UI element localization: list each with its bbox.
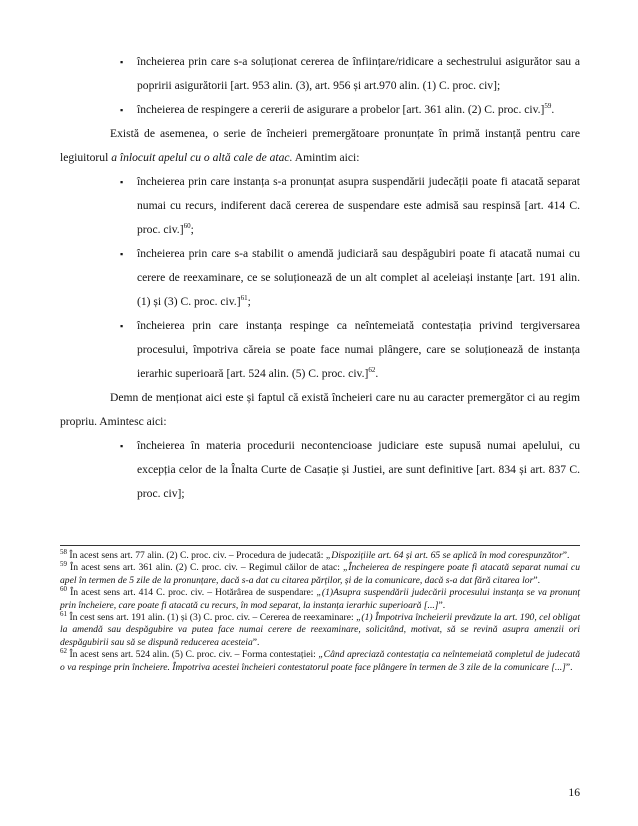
paragraph bbox=[60, 122, 580, 170]
list-item-end: . bbox=[375, 367, 379, 380]
list-item-text: încheierea de respingere a cererii de asigurare a probelor [art. 361 alin. (2) C. proc. civ.] bbox=[137, 103, 545, 116]
square-bullet-icon: ▪ bbox=[120, 321, 124, 331]
square-bullet-icon: ▪ bbox=[120, 177, 124, 187]
footnote-tail: ”. bbox=[438, 599, 446, 611]
footnote-quote: „(1)Asupra suspendării judecării procesului instanța se va pronunț prin încheiere, care poate fi atacată cu recurs, în mod separat, la instanța ierarhic superioară [...] bbox=[60, 587, 581, 611]
footnote-number: 60 bbox=[60, 585, 67, 594]
footnote-text: În acest sens art. 77 alin. (2) C. proc. civ. – Procedura de judecată: bbox=[67, 550, 326, 561]
footnotes bbox=[60, 547, 581, 674]
footnote-tail: ”. bbox=[562, 550, 570, 561]
footnote-text: În acest sens art. 524 alin. (5) C. proc. civ. – Forma contestației: bbox=[67, 649, 319, 661]
list-item bbox=[60, 434, 580, 506]
footnote-number: 58 bbox=[60, 547, 67, 556]
footnote-ref[interactable]: 61 bbox=[240, 294, 248, 303]
paragraph-italic: a înlocuit apelul cu o altă cale de atac. bbox=[111, 151, 293, 164]
list-item bbox=[60, 50, 580, 98]
footnote-text: În acest sens art. 414 C. proc. civ. – Hotărârea de suspendare: bbox=[67, 587, 317, 599]
square-bullet-icon: ▪ bbox=[120, 441, 124, 451]
footnote-quote: „Încheierea de respingere poate fi atacată separat numai cu apel în termen de 5 zile de la pronunțare, dacă s-a dat cu citarea părților, și de la comunicare, dacă s-a dat fără citarea lor bbox=[60, 562, 580, 586]
page-number: 16 bbox=[568, 786, 580, 799]
footnote-quote: „(1) Împotriva încheierii prevăzute la art. 190, cel obligat la amendă sau despăgubire va putea face numai cerere de reexaminare, solicitând, motivat, să se revină asupra amenzii ori despăgubirii sau să se dispună reducerea acesteia bbox=[60, 612, 580, 648]
paragraph: Demn de menționat aici este și faptul că există încheieri care nu au caracter premergător ci au regim propriu. Amintesc aici: bbox=[60, 391, 580, 428]
list-item-text: încheierea prin care s-a stabilit o amendă judiciară sau despăgubiri poate fi atacată numai cu cerere de reexaminare, ce se soluționează de un alt complet al aceleiași instanțe [art. 191 alin. (1) și (3) C. proc. civ.] bbox=[137, 247, 580, 308]
footnote-separator bbox=[60, 545, 580, 546]
list-item-text: încheierea prin care s-a soluționat cererea de înființare/ridicare a sechestrului asigurător sau a popririi asigurătorii [art. 953 alin. (3), art. 956 și art.970 alin. (1) C. proc. civ]; bbox=[137, 55, 580, 92]
list-item bbox=[60, 314, 580, 386]
footnote-text: În acest sens art. 361 alin. (2) C. proc. civ. – Regimul căilor de atac: bbox=[67, 562, 343, 574]
list-item bbox=[60, 170, 580, 242]
list-item bbox=[60, 242, 580, 314]
list-item bbox=[60, 98, 580, 122]
list-item-end: ; bbox=[247, 295, 251, 308]
footnote-tail: ”. bbox=[565, 661, 573, 673]
body-text bbox=[60, 50, 580, 506]
list-item-text: încheierea în materia procedurii necontencioase judiciare este supusă numai apelului, cu excepția celor de la Înalta Curte de Casație și Justiei, are sunt definitive [art. 834 și art. 837 C. proc. civ]; bbox=[137, 439, 580, 500]
list-item-end: ; bbox=[190, 223, 194, 236]
footnote-tail: ”. bbox=[252, 636, 260, 648]
list-item-text: încheierea prin care instanța respinge ca neîntemeiată contestația privind tergiversarea procesului, împotriva căreia se poate face numai plângere, care se soluționează de instanța ierarhic superioară [art. 524 alin. (5) C. proc. civ.] bbox=[137, 319, 580, 380]
footnote bbox=[60, 562, 580, 587]
footnote-quote: „Când apreciază contestația ca neîntemeiată completul de judecată o va respinge prin încheiere. Împotriva acestei încheieri contestatorul poate face plângere în termen de 3 zile de la comunicare [...] bbox=[60, 649, 580, 673]
footnote-number: 59 bbox=[60, 560, 67, 569]
footnote bbox=[60, 609, 580, 649]
paragraph-text-end: Amintim aici: bbox=[292, 151, 360, 164]
footnote bbox=[60, 547, 580, 562]
square-bullet-icon: ▪ bbox=[120, 249, 124, 259]
footnote-number: 62 bbox=[60, 647, 67, 656]
footnote-quote: „Dispozițiile art. 64 și art. 65 se aplică în mod corespunzător bbox=[325, 550, 563, 561]
footnote-number: 61 bbox=[60, 609, 67, 618]
footnote bbox=[60, 587, 580, 612]
footnote-ref[interactable]: 62 bbox=[368, 366, 376, 375]
footnote-ref[interactable]: 59 bbox=[544, 102, 552, 111]
list-item-text: încheierea prin care instanța s-a pronunțat asupra suspendării judecății poate fi atacată separat numai cu recurs, indiferent dacă cererea de suspendare este admisă sau respinsă [art. 414 C. proc. civ.] bbox=[137, 175, 580, 236]
paragraph-text: Există de asemenea, o serie de încheieri premergătoare pronunțate în primă instanță pentru care legiuitorul bbox=[60, 127, 580, 164]
list-item-end: . bbox=[551, 103, 555, 116]
square-bullet-icon: ▪ bbox=[120, 57, 124, 67]
footnote-ref[interactable]: 60 bbox=[183, 222, 191, 231]
footnote-tail: ”. bbox=[533, 574, 540, 586]
footnote bbox=[60, 649, 580, 674]
square-bullet-icon: ▪ bbox=[120, 105, 124, 115]
footnote-text: În cest sens art. 191 alin. (1) și (3) C. proc. civ. – Cererea de reexaminare: bbox=[67, 612, 357, 624]
